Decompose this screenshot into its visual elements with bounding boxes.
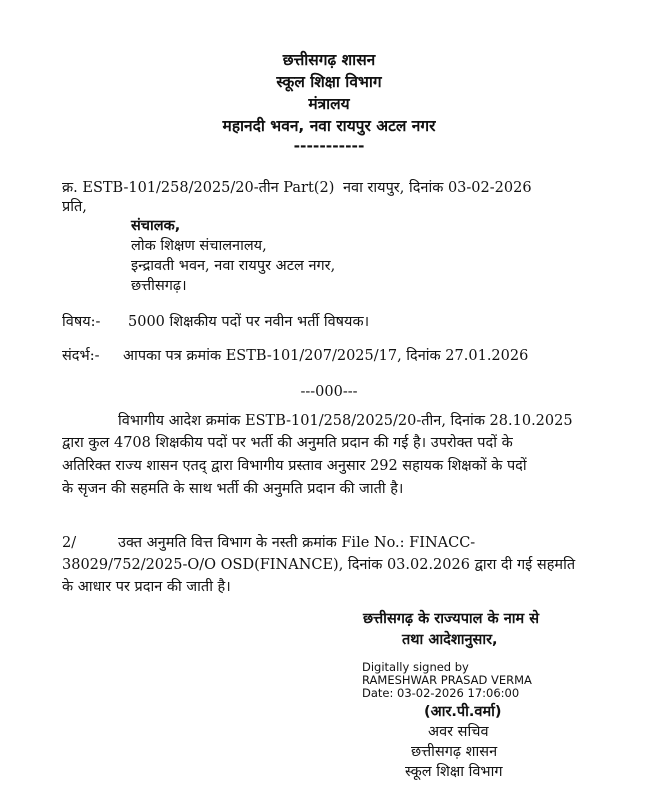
digital-signature-date: Date: 03-02-2026 17:06:00 [362, 686, 520, 700]
section-divider: ---000--- [300, 384, 358, 400]
paragraph-2-line-1: उक्त अनुमति वित्त विभाग के नस्ती क्रमांक File No.: FINACC- [118, 535, 476, 551]
recipient-line-1: लोक शिक्षण संचालनालय, [131, 238, 267, 254]
header-department: स्कूल शिक्षा विभाग [276, 73, 382, 91]
recipient-line-2: इन्द्रावती भवन, नवा रायपुर अटल नगर, [131, 258, 336, 274]
signatory-name: (आर.पी.वर्मा) [424, 704, 502, 720]
recipient-line-3: छत्तीसगढ़। [131, 278, 187, 294]
reference-place-date: नवा रायपुर, दिनांक 03-02-2026 [343, 180, 532, 196]
signatory-government: छत्तीसगढ़ शासन [411, 744, 498, 760]
digital-signature-name: RAMESHWAR PRASAD VERMA [362, 673, 532, 687]
header-separator: ----------- [293, 137, 365, 155]
subject-text: 5000 शिक्षकीय पदों पर नवीन भर्ती विषयक। [128, 314, 370, 330]
subject-label: विषय:- [62, 314, 101, 330]
paragraph-2-line-3: के आधार पर प्रदान की जाती है। [62, 579, 231, 595]
header-government: छत्तीसगढ़ शासन [282, 51, 376, 69]
context-text: आपका पत्र क्रमांक ESTB-101/207/2025/17, दिनांक 27.01.2026 [123, 348, 529, 364]
signatory-department: स्कूल शिक्षा विभाग [405, 764, 503, 780]
paragraph-1-line-1: विभागीय आदेश क्रमांक ESTB-101/258/2025/20-तीन, दिनांक 28.10.2025 [118, 413, 573, 429]
paragraph-2-number: 2/ [62, 535, 77, 551]
reference-number: क्र. ESTB-101/258/2025/20-तीन Part(2) [62, 180, 335, 196]
closing-line-2: तथा आदेशानुसार, [402, 632, 498, 648]
paragraph-1-line-3: अतिरिक्त राज्य शासन एतद् द्वारा विभागीय प्रस्ताव अनुसार 292 सहायक शिक्षकों के पदों [62, 458, 527, 474]
recipient-prati: प्रति, [62, 199, 87, 215]
context-label: संदर्भ:- [62, 348, 100, 364]
digital-signature-line-1: Digitally signed by [362, 660, 469, 674]
recipient-title: संचालक, [131, 218, 181, 234]
closing-line-1: छत्तीसगढ़ के राज्यपाल के नाम से [363, 611, 540, 627]
paragraph-1-line-2: द्वारा कुल 4708 शिक्षकीय पदों पर भर्ती की अनुमति प्रदान की गई है। उपरोक्त पदों के [62, 435, 513, 451]
header-ministry: मंत्रालय [308, 95, 350, 113]
signatory-designation: अवर सचिव [428, 724, 489, 740]
header-address: महानदी भवन, नवा रायपुर अटल नगर [222, 117, 436, 135]
paragraph-2-line-2: 38029/752/2025-O/O OSD(FINANCE), दिनांक 03.02.2026 द्वारा दी गई सहमति [62, 557, 576, 573]
paragraph-1-line-4: के सृजन की सहमति के साथ भर्ती की अनुमति प्रदान की जाती है। [62, 481, 404, 497]
